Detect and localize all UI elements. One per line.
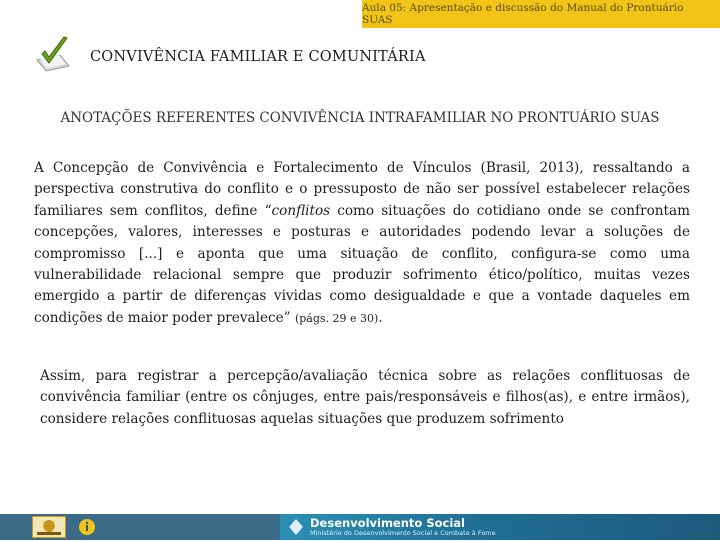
section-subtitle: ANOTAÇÕES REFERENTES CONVIVÊNCIA INTRAFAMILIAR NO PRONTUÁRIO SUAS: [60, 110, 660, 126]
brand-title: Desenvolvimento Social: [310, 516, 465, 530]
checkmark-icon: [34, 34, 72, 74]
info-icon: [78, 518, 96, 536]
footer-bar: [0, 514, 720, 540]
para1-italic: conflitos: [271, 202, 331, 219]
para1-text-b: como situações do cotidiano onde se confrontam concepções, valores, interesses e posturas e autoridades podendo levar a soluções de compromisso [...] e aponta que uma situação de conflito, configura-se como uma vulnerabilidade relacional sempre que produzir sofrimento ético/político, muitas vezes emergido a partir de diferenças vividas como desigualdade e que a vontade daqueles em condições de maior poder prevalece”: [34, 202, 690, 326]
para1-text-a: A Concepção de Convivência e Fortalecimento de Vínculos (Brasil, 2013), ressaltando a perspectiva construtiva do conflito e o pressuposto de não ser possível estabelecer relações familiares sem conflitos, define “: [34, 160, 690, 219]
para1-citation: (págs. 29 e 30): [294, 311, 379, 325]
para1-end: .: [378, 309, 383, 326]
paragraph-record: Assim, para registrar a percepção/avaliação técnica sobre as relações conflituosas de convivência familiar (entre os cônjuges, entre pais/responsáveis e filhos(as), e entre irmãos), considere relações conflituosas aquelas situações que produzem sofrimento: [40, 368, 690, 427]
page-title: CONVIVÊNCIA FAMILIAR E COMUNITÁRIA: [90, 49, 426, 65]
brand-subtitle: Ministério do Desenvolvimento Social e Combate à Fome: [310, 529, 496, 537]
top-banner: [362, 0, 720, 28]
banner-text: Aula 05: Apresentação e discussão do Manual do Prontuário SUAS: [362, 2, 684, 26]
ds-logo-icon: [288, 518, 304, 536]
paragraph-conception: [34, 158, 690, 329]
suas-logo-icon: [32, 516, 66, 538]
